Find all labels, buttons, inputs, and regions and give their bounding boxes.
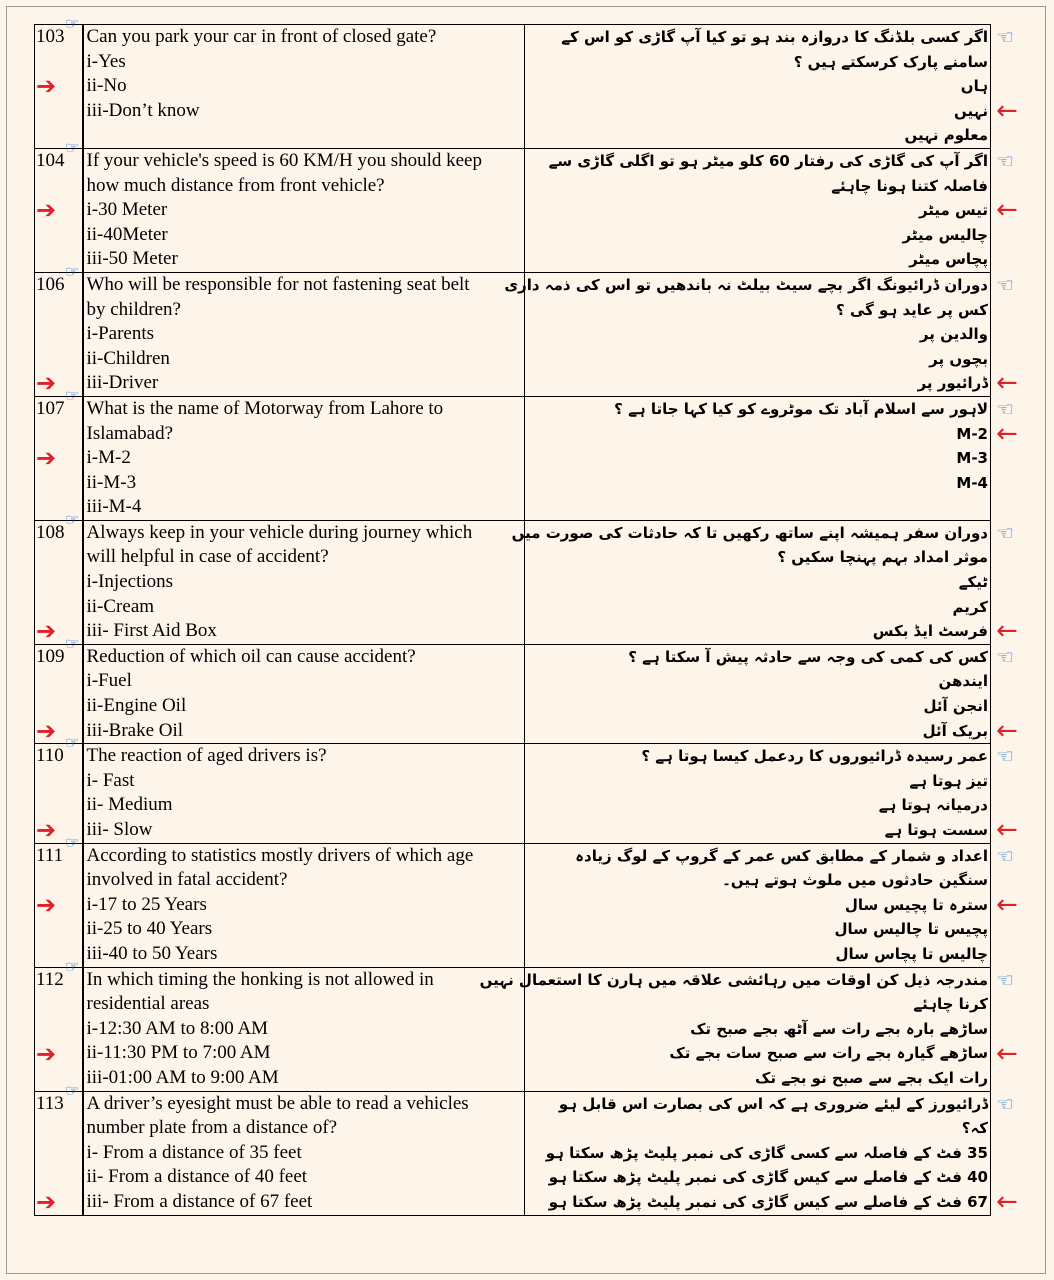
red-arrow-icon: ← (996, 814, 1018, 845)
question-row (35, 744, 991, 843)
option-text: ii-Children (86, 347, 170, 369)
question-text-line: What is the name of Motorway from Lahore to (86, 397, 444, 419)
urdu-text-line: مندرجہ ذیل کن اوقات میں رہائشی علاقہ میں ہارن کا استعمال نہیں (479, 970, 988, 989)
urdu-question-cell (525, 744, 991, 843)
urdu-text-line: عمر رسیدہ ڈرائیوروں کا ردعمل کیسا ہوتا ہے ؟ (641, 747, 988, 766)
red-arrow-icon: ➔ (36, 196, 57, 225)
urdu-text-line: معلوم نہیں (904, 126, 988, 145)
question-number-text: 108 (36, 521, 65, 543)
option-text: i-Fuel (86, 670, 132, 692)
english-question-cell (83, 25, 525, 149)
urdu-text-line: ڈرائیور پر (917, 374, 988, 393)
question-number-text: 103 (36, 26, 65, 47)
english-question-cell (83, 967, 525, 1091)
option-text: ii-25 to 40 Years (86, 918, 213, 940)
urdu-text-line: سترہ تا پچیس سال (844, 895, 988, 914)
pointing-hand-icon: ☞ (65, 958, 80, 976)
urdu-text-line: لاہور سے اسلام آباد تک موٹروے کو کیا کہا جاتا ہے ؟ (614, 399, 988, 418)
english-question-cell (83, 843, 525, 967)
urdu-text-line: ایندھن (938, 672, 988, 691)
red-arrow-icon: ← (996, 1038, 1018, 1069)
question-row (35, 396, 991, 520)
question-table (34, 16, 991, 1216)
pointing-hand-icon: ☜ (996, 746, 1014, 768)
option-text: ii-Cream (86, 595, 155, 617)
urdu-text-line: پچیس تا چالیس سال (834, 920, 988, 939)
urdu-text-line: دوران ڈرائیونگ اگر بچے سیٹ بیلٹ نہ باندھیں تو اس کی ذمہ داری (504, 275, 988, 294)
urdu-text-line: تیس میٹر (918, 201, 988, 220)
question-number (35, 958, 83, 1091)
urdu-text-line: بچوں پر (929, 349, 988, 368)
red-arrow-icon: ➔ (36, 444, 57, 473)
option-text: i- Fast (86, 769, 135, 791)
english-question-cell (83, 148, 525, 272)
question-text-line: Can you park your car in front of closed gate? (86, 26, 437, 47)
option-text: i-17 to 25 Years (86, 893, 207, 915)
urdu-text-line: نہیں (953, 101, 988, 120)
pointing-hand-icon: ☜ (996, 275, 1014, 297)
question-row (35, 1091, 991, 1215)
question-row (35, 148, 991, 272)
question-text-line: Always keep in your vehicle during journey which (86, 521, 473, 543)
question-text-line: The reaction of aged drivers is? (86, 745, 327, 767)
option-text: ii- Medium (86, 794, 173, 816)
question-text-line: If your vehicle's speed is 60 KM/H you should keep (86, 149, 482, 171)
option-text: ii-M-3 (86, 471, 137, 493)
urdu-text-line: تیز ہوتا ہے (909, 771, 988, 790)
red-arrow-icon: ← (996, 418, 1018, 449)
urdu-text-line (525, 495, 988, 520)
option-text: i-30 Meter (86, 199, 168, 221)
urdu-text-line: ساڑھے گیارہ بجے رات سے صبح سات بجے تک (669, 1044, 988, 1063)
red-arrow-icon: ← (996, 890, 1018, 921)
question-text-line: by children? (86, 298, 181, 320)
urdu-text-line: چالیس تا پچاس سال (835, 944, 988, 963)
option-text: i-12:30 AM to 8:00 AM (86, 1017, 269, 1039)
urdu-text-line: اگر آپ کی گاڑی کی رفتار 60 کلو میٹر ہو تو اگلی گاڑی سے (548, 151, 988, 170)
option-text: iii-M-4 (86, 496, 142, 518)
urdu-text-line: M-2 (956, 424, 988, 443)
question-text-line: Who will be responsible for not fastening seat belt (86, 273, 470, 295)
red-arrow-icon: ➔ (36, 716, 57, 745)
option-text: i-M-2 (86, 447, 131, 469)
option-text: iii-Brake Oil (86, 719, 184, 741)
urdu-text-line: 40 فٹ کے فاصلے سے کیس گاڑی کی نمبر پلیٹ پڑھ سکتا ہو (548, 1168, 988, 1187)
urdu-text-line: چالیس میٹر (902, 225, 988, 244)
urdu-text-line: انجن آئل (923, 697, 988, 716)
urdu-text-line: کس پر عاید ہو گی ؟ (836, 300, 988, 319)
option-text: iii- From a distance of 67 feet (86, 1190, 313, 1212)
option-text: iii-Driver (86, 372, 159, 394)
english-question-cell (83, 644, 525, 743)
urdu-text-line: سنگین حادثوں میں ملوث ہوتے ہیں۔ (722, 871, 988, 890)
urdu-text-line: اعداد و شمار کے مطابق کس عمر کے گروپ کے لوگ زیادہ (575, 846, 988, 865)
option-text: i-Yes (86, 50, 126, 72)
red-arrow-icon: ➔ (36, 1188, 57, 1217)
option-text: iii-01:00 AM to 9:00 AM (86, 1066, 279, 1088)
urdu-text-line: M-3 (956, 449, 988, 468)
urdu-text-line: 35 فٹ کے فاصلہ سے کسی گاڑی کی نمبر پلیٹ پڑھ سکتا ہو (545, 1143, 988, 1162)
pointing-hand-icon: ☜ (996, 523, 1014, 545)
question-row (35, 644, 991, 743)
option-text: ii-40Meter (86, 223, 168, 245)
urdu-question-cell (525, 396, 991, 520)
question-text-line: involved in fatal accident? (86, 869, 288, 891)
red-arrow-icon: ➔ (36, 72, 57, 101)
option-text: ii-Engine Oil (86, 695, 187, 717)
urdu-text-line: ساڑھے بارہ بجے رات سے آٹھ بجے صبح تک (690, 1019, 988, 1038)
option-text: ii- From a distance of 40 feet (86, 1166, 308, 1188)
question-number-text: 106 (36, 273, 65, 295)
pointing-hand-icon: ☞ (65, 263, 80, 281)
urdu-text-line: 67 فٹ کے فاصلے سے کیس گاڑی کی نمبر پلیٹ پڑھ سکتا ہو (548, 1192, 988, 1211)
pointing-hand-icon: ☜ (996, 27, 1014, 49)
pointing-hand-icon: ☞ (65, 139, 80, 157)
pointing-hand-icon: ☜ (996, 399, 1014, 421)
english-question-cell (83, 272, 525, 396)
urdu-question-cell (525, 148, 991, 272)
option-text: iii- Slow (86, 819, 153, 840)
urdu-question-cell (504, 272, 991, 396)
pointing-hand-icon: ☞ (65, 511, 80, 529)
red-arrow-icon: ← (996, 616, 1018, 647)
pointing-hand-icon: ☜ (996, 1094, 1014, 1116)
question-text-line: In which timing the honking is not allowed in (86, 968, 434, 990)
pointing-hand-icon: ☞ (65, 834, 80, 852)
option-text: ii-11:30 PM to 7:00 AM (86, 1042, 271, 1064)
pointing-hand-icon: ☜ (996, 647, 1014, 669)
urdu-text-line: اگر کسی بلڈنگ کا دروازہ بند ہو تو کیا آپ گاڑی کو اس کے (561, 28, 988, 46)
pointing-hand-icon: ☞ (65, 735, 80, 753)
urdu-text-line: فاصلہ کتنا ہونا چاہئے (831, 176, 988, 195)
question-number-text: 104 (36, 149, 65, 171)
urdu-text-line: والدین پر (919, 325, 988, 344)
red-arrow-icon: ← (996, 368, 1018, 399)
red-arrow-icon: ← (996, 1187, 1018, 1218)
red-arrow-icon: ➔ (36, 617, 57, 646)
urdu-text-line: کرنا چاہئے (913, 995, 988, 1014)
urdu-text-line: فرسٹ ایڈ بکس (872, 622, 988, 641)
red-arrow-icon: ➔ (36, 815, 57, 844)
urdu-text-line: ڈرائیورز کے لیئے ضروری ہے کہ اس کی بصارت اس قابل ہو (558, 1094, 988, 1113)
option-text: iii-Don’t know (86, 99, 200, 121)
english-question-cell (83, 396, 525, 520)
red-arrow-icon: ← (996, 195, 1018, 226)
question-text-line: number plate from a distance of? (86, 1117, 338, 1139)
question-row (35, 520, 991, 644)
question-text-line: Reduction of which oil can cause accident? (86, 645, 416, 667)
question-text-line: According to statistics mostly drivers of which age (86, 844, 474, 866)
urdu-question-cell (525, 1091, 991, 1215)
question-text-line: Islamabad? (86, 422, 174, 444)
question-number-text: 107 (36, 397, 65, 419)
pointing-hand-icon: ☞ (65, 1082, 80, 1100)
question-number-text: 110 (36, 745, 64, 767)
urdu-question-cell (525, 25, 991, 149)
urdu-text-line: درمیانہ ہوتا ہے (878, 796, 988, 815)
red-arrow-icon: ← (996, 95, 1018, 126)
pointing-hand-icon: ☜ (996, 970, 1014, 992)
question-row (35, 272, 991, 396)
pointing-hand-icon: ☞ (65, 387, 80, 405)
urdu-text-line: دوران سفر ہمیشہ اپنے ساتھ رکھیں تا کہ حادثات کی صورت میں (511, 523, 988, 542)
question-text-line: A driver’s eyesight must be able to read a vehicles (86, 1092, 469, 1114)
question-row (35, 843, 991, 967)
question-number-text: 111 (36, 844, 64, 866)
option-text: iii- First Aid Box (86, 620, 217, 642)
urdu-text-line: ٹیکے (958, 573, 988, 592)
option-text: i- From a distance of 35 feet (86, 1141, 302, 1163)
red-arrow-icon: ➔ (36, 369, 57, 398)
red-arrow-icon: ← (996, 715, 1018, 746)
urdu-text-line: کہ؟ (961, 1119, 988, 1138)
urdu-text-line: سست ہوتا ہے (884, 821, 988, 839)
english-question-cell (83, 1091, 525, 1215)
question-text-line: residential areas (86, 993, 210, 1015)
urdu-question-cell (525, 843, 991, 967)
urdu-text-line: کریم (952, 597, 988, 616)
question-row (35, 25, 991, 149)
pointing-hand-icon: ☞ (65, 16, 80, 33)
urdu-text-line: M-4 (956, 473, 988, 492)
red-arrow-icon: ➔ (36, 891, 57, 920)
question-number-text: 109 (36, 645, 65, 667)
red-arrow-icon: ➔ (36, 1039, 57, 1068)
option-text: iii-50 Meter (86, 248, 178, 270)
urdu-text-line: پچاس میٹر (909, 250, 988, 269)
option-text: ii-No (86, 75, 127, 97)
urdu-text-line: کس کی کمی کی وجہ سے حادثہ پیش آ سکتا ہے ؟ (628, 647, 988, 666)
option-text: iii-40 to 50 Years (86, 942, 218, 964)
urdu-text-line: رات ایک بجے سے صبح نو بجے تک (755, 1068, 988, 1087)
urdu-text-line: بریک آئل (922, 721, 988, 740)
pointing-hand-icon: ☜ (996, 151, 1014, 173)
question-text-line: how much distance from front vehicle? (86, 174, 385, 196)
urdu-text-line: ہاں (960, 77, 988, 96)
question-number-text: 113 (36, 1092, 64, 1114)
question-row (35, 967, 991, 1091)
question-number-text: 112 (36, 968, 64, 990)
urdu-text-line: موثر امداد بہم پہنچا سکیں ؟ (777, 548, 988, 567)
urdu-text-line: سامنے پارک کرسکتے ہیں ؟ (793, 52, 988, 71)
pointing-hand-icon: ☜ (996, 846, 1014, 868)
english-question-cell (83, 520, 525, 644)
option-text: i-Parents (86, 323, 155, 345)
urdu-question-cell (525, 644, 991, 743)
question-text-line: will helpful in case of accident? (86, 546, 329, 568)
option-text: i-Injections (86, 571, 174, 593)
urdu-question-cell (479, 967, 991, 1091)
urdu-question-cell (511, 520, 991, 644)
pointing-hand-icon: ☞ (65, 635, 80, 653)
english-question-cell (83, 744, 525, 843)
